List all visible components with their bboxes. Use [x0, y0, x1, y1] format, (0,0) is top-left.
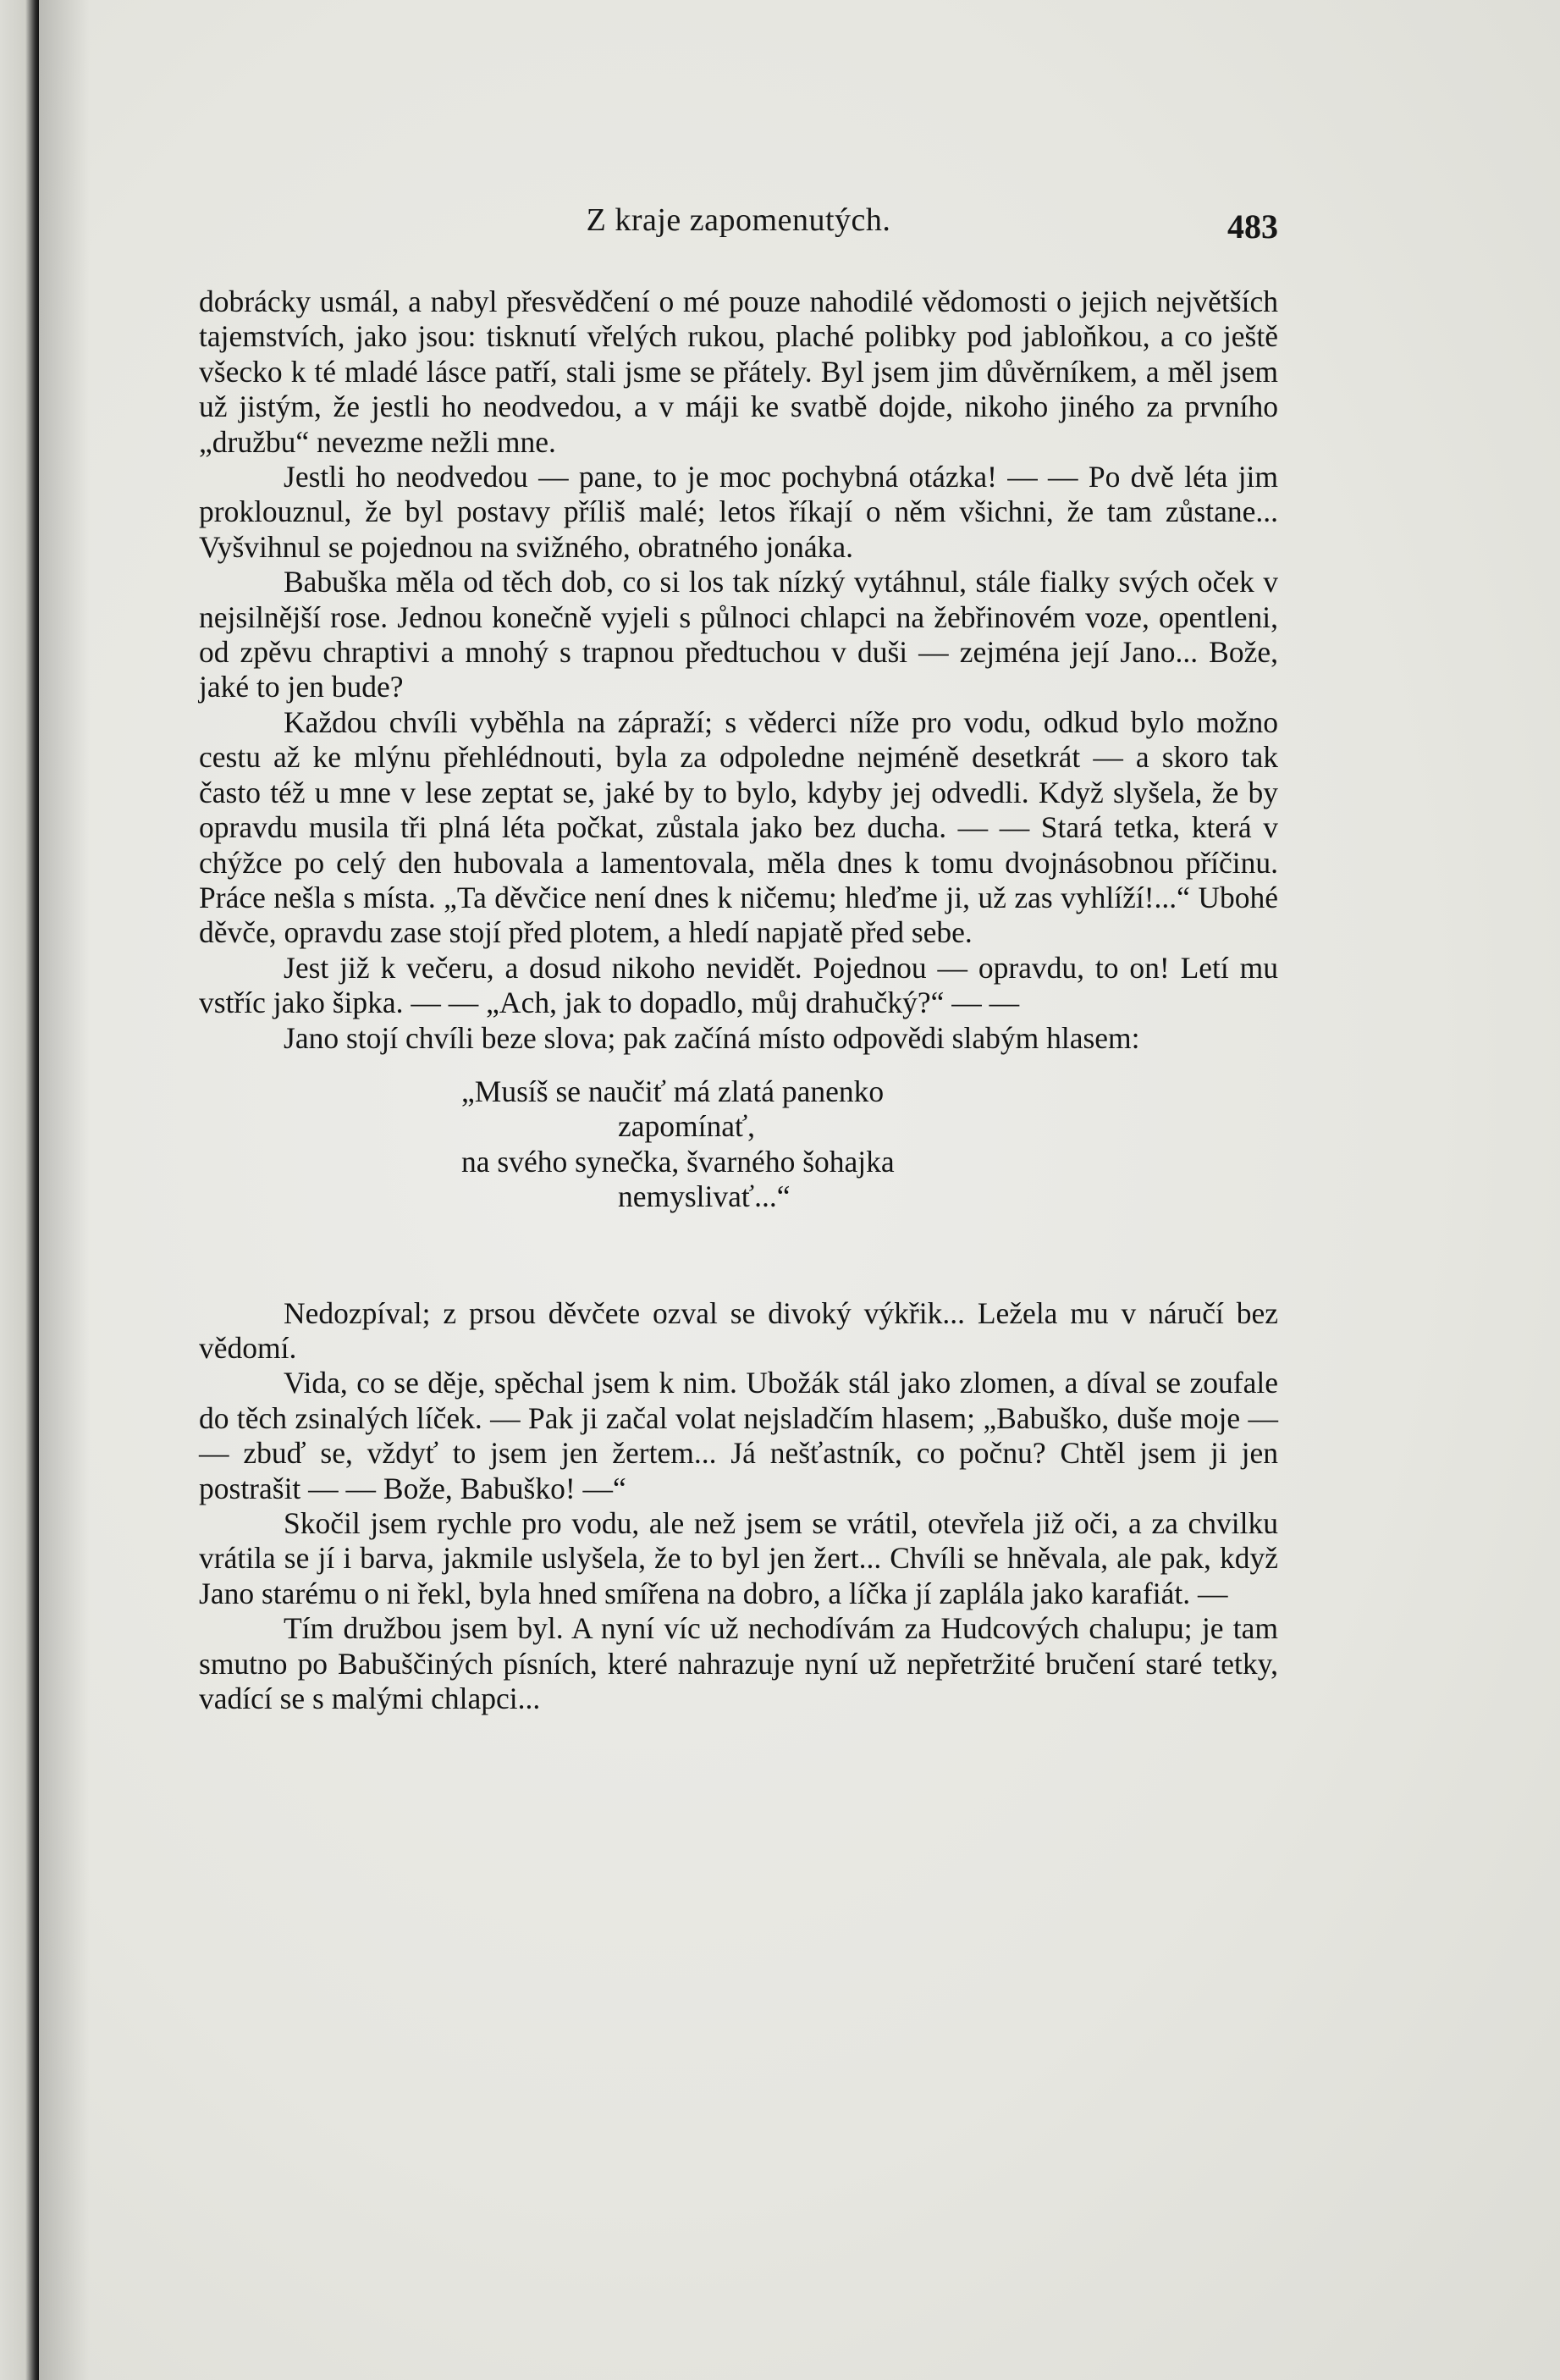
paragraph-text: Vida, co se děje, spěchal jsem k nim. Ubožák stál jako zlomen, a díval se zoufale do těch zsinalých líček. — Pak ji začal volat nejsladčím hlasem; „Babuško, duše moje — — zbuď se, vždyť to jsem jen žertem... Já nešťastník, co počnu? Chtěl jsem ji jen postrašit — — Bože, Babuško! —“ — [199, 1366, 1278, 1505]
gutter-shadow — [39, 0, 90, 2380]
left-page-edge — [0, 0, 39, 2380]
paragraph-text: Jestli ho neodvedou — pane, to je moc pochybná otázka! — — Po dvě léta jim proklouznul, že byl postavy příliš malé; letos říkají o něm všichni, že tam zůstane... Vyšvihnul se pojednou na svižného, obratného jonáka. — [199, 460, 1278, 564]
paragraph-text: Jest již k večeru, a dosud nikoho nevidět. Pojednou — opravdu, to on! Letí mu vstříc jako šipka. — — „Ach, jak to dopadlo, můj drahučký?“ — — — [199, 950, 1278, 1020]
verse-line: na svého synečka, švarného šohajka — [461, 1144, 895, 1179]
paragraph — [199, 951, 1278, 1021]
paragraph — [199, 1021, 1278, 1056]
page-number: 483 — [1227, 207, 1278, 246]
paragraph-text: dobrácky usmál, a nabyl přesvědčení o mé pouze nahodilé vědomosti o jejich největších tajemstvích, jako jsou: tisknutí vřelých rukou, plaché polibky pod jabloňkou, a co ještě všecko k té mladé lásce patří, stali jsme se přátely. Byl jsem jim důvěrníkem, a měl jsem už jistým, že jestli ho neodvedou, a v máji ke svatbě dojde, nikoho jiného za prvního „družbu“ nevezme nežli mne. — [199, 284, 1278, 459]
verse-line: „Musíš se naučiť má zlatá panenko — [461, 1074, 885, 1108]
body-text — [199, 284, 1278, 1716]
verse-line: zapomínať, — [618, 1109, 756, 1144]
verse-line: nemyslivať...“ — [618, 1179, 791, 1214]
paragraph-text: Skočil jsem rychle pro vodu, ale než jsem se vrátil, otevřela již oči, a za chvilku vrátila se jí i barva, jakmile uslyšela, že to byl jen žert... Chvíli se hněvala, ale pak, když Jano starému o ni řekl, byla hned smířena na dobro, a líčka jí zaplála jako karafiát. — — [199, 1506, 1278, 1610]
paragraph-text: Tím družbou jsem byl. A nyní víc už nechodívám za Hudcových chalupu; je tam smutno po Babuščiných písních, které nahrazuje nyní už nepřetržité bručení staré tetky, vadící se s malými chlapci... — [199, 1611, 1278, 1716]
paragraph — [199, 1506, 1278, 1611]
page-header — [199, 202, 1278, 252]
paragraph — [199, 705, 1278, 951]
song-verse — [199, 1074, 1278, 1215]
paragraph-text: Každou chvíli vyběhla na zápraží; s věderci níže pro vodu, odkud bylo možno cestu až ke mlýnu přehlédnouti, byla za odpoledne nejméně desetkrát — a skoro tak často též u mne v lese zeptat se, jaké by to bylo, kdyby jej odvedli. Když slyšela, že by opravdu musila tři plná léta počkat, zůstala jako bez ducha. — — Stará tetka, která v chýžce po celý den hubovala a lamentovala, měla dnes k tomu dvojnásobnou příčinu. Práce nešla s místa. „Ta děvčice není dnes k ničemu; hleďme ji, už zas vyhlíží!...“ Ubohé děvče, opravdu zase stojí před plotem, a hledí napjatě před sebe. — [199, 704, 1278, 950]
paragraph-text: Nedozpíval; z prsou děvčete ozval se divoký výkřik... Ležela mu v náručí bez vědomí. — [199, 1295, 1278, 1365]
paragraph — [199, 1296, 1278, 1367]
paragraph — [199, 565, 1278, 705]
paragraph-text: Jano stojí chvíli beze slova; pak začíná místo odpovědi slabým hlasem: — [284, 1020, 1140, 1055]
paragraph — [199, 1611, 1278, 1716]
paragraph — [199, 284, 1278, 460]
running-title: Z kraje zapomenutých. — [586, 202, 891, 238]
paragraph — [199, 1366, 1278, 1506]
paragraph — [199, 460, 1278, 565]
paragraph-text: Babuška měla od těch dob, co si los tak nízký vytáhnul, stále fialky svých oček v nejsilnější rose. Jednou konečně vyjeli s půlnoci chlapci na žebřinovém voze, opentleni, od zpěvu chraptivi a mnohý s trapnou předtuchou v duši — zejména její Jano... Bože, jaké to jen bude? — [199, 565, 1278, 704]
